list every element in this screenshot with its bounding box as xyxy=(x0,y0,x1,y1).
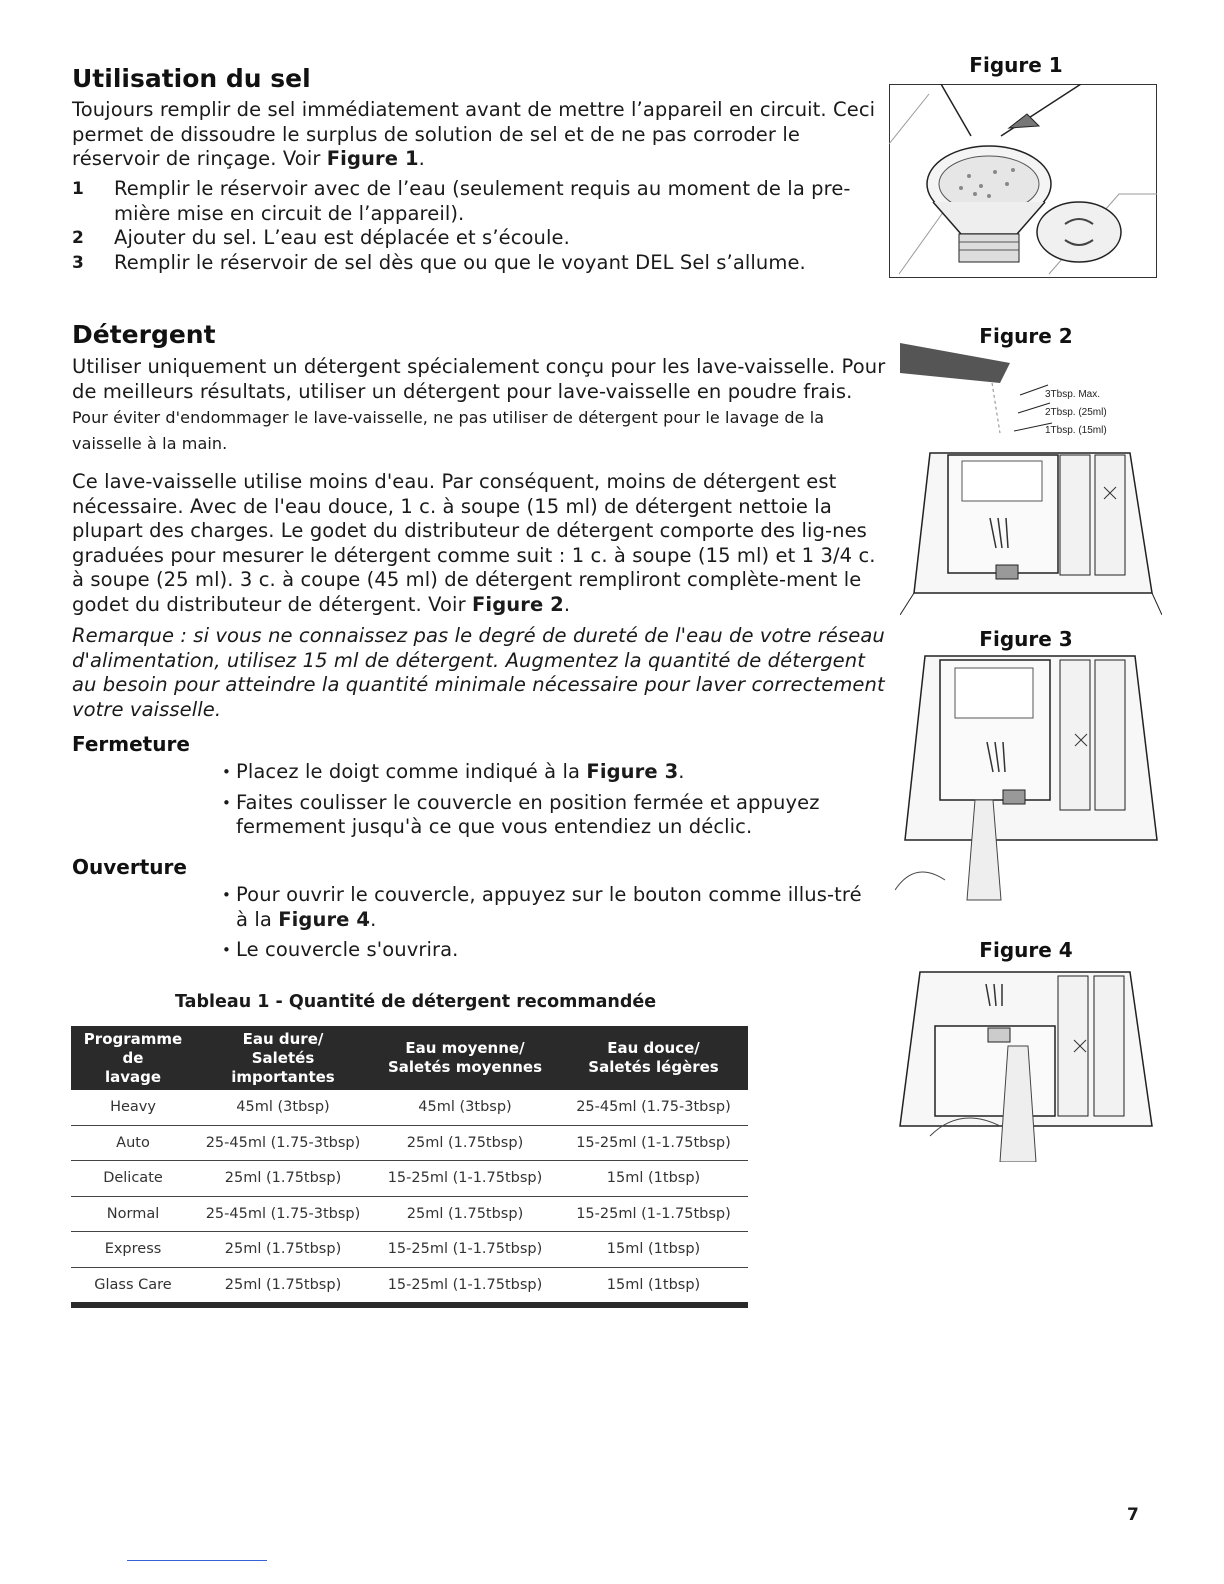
header-soft-water xyxy=(559,1026,748,1090)
table-cell: 15-25ml (1-1.75tbsp) xyxy=(559,1196,748,1232)
table-cell: 25ml (1.75tbsp) xyxy=(195,1267,371,1305)
opening-step-end: . xyxy=(370,907,377,931)
table-header-row xyxy=(71,1026,748,1090)
figure-2-label: Figure 2 xyxy=(979,324,1073,348)
table-cell: 15-25ml (1-1.75tbsp) xyxy=(371,1161,559,1197)
salt-title: Utilisation du sel xyxy=(72,64,311,93)
table-cell: 15ml (1tbsp) xyxy=(559,1161,748,1197)
closing-step-end: . xyxy=(678,760,685,783)
table-row xyxy=(71,1161,748,1197)
detergent-table xyxy=(71,1026,748,1308)
header-medium-water xyxy=(371,1026,559,1090)
table-cell: 15-25ml (1-1.75tbsp) xyxy=(559,1125,748,1161)
step-text: Ajouter du sel. L’eau est déplacée et s’écoule. xyxy=(114,226,570,249)
closing-subtitle: Fermeture xyxy=(72,732,190,756)
table-cell: 15-25ml (1-1.75tbsp) xyxy=(371,1267,559,1305)
salt-intro-end: . xyxy=(418,147,425,170)
figure-3-closing-lid-illustration xyxy=(895,650,1163,910)
table-cell: 25-45ml (1.75-3tbsp) xyxy=(195,1125,371,1161)
closing-step-text: Placez le doigt comme indiqué à la xyxy=(236,760,587,783)
table-cell: 45ml (3tbsp) xyxy=(371,1090,559,1125)
table-cell: Auto xyxy=(71,1125,195,1161)
detergent-title: Détergent xyxy=(72,320,216,349)
header-hard-water xyxy=(195,1026,371,1090)
header-line: Saletés moyennes xyxy=(387,1058,543,1076)
header-line: lavage xyxy=(104,1067,162,1086)
detergent-p1-text: Utiliser uniquement un détergent spécialement conçu pour les lave-vaisselle. Pour de meilleurs résultats, utiliser un détergent pour lave-vaisselle en poudre frais. xyxy=(72,355,886,403)
salt-steps-list xyxy=(72,177,882,275)
list-item xyxy=(222,883,862,932)
list-item xyxy=(72,226,882,251)
list-item xyxy=(222,938,862,963)
figure-4-opening-lid-illustration xyxy=(890,966,1162,1162)
figure-2-reference: Figure 2 xyxy=(471,592,564,616)
closing-step-text: Faites coulisser le couvercle en position fermée et appuyez fermement jusqu'à ce que vous entendiez un déclic. xyxy=(236,790,820,838)
table-caption: Tableau 1 - Quantité de détergent recommandée xyxy=(175,992,657,1012)
table-cell: 15-25ml (1-1.75tbsp) xyxy=(371,1232,559,1268)
detergent-p1-warning: Pour éviter d'endommager le lave-vaisselle, ne pas utiliser de détergent pour le lavage de la vaisselle à la main. xyxy=(72,408,825,453)
list-item xyxy=(222,791,862,840)
salt-intro-text: Toujours remplir de sel immédiatement avant de mettre l’appareil en circuit. Ceci permet de dissoudre le surplus de solution de sel et de ne pas corroder le réservoir de rinçage. Voir xyxy=(72,98,876,170)
table-cell: 45ml (3tbsp) xyxy=(195,1090,371,1125)
table-cell: 15ml (1tbsp) xyxy=(559,1267,748,1305)
step-number: 2 xyxy=(72,228,84,248)
figure-4-reference: Figure 4 xyxy=(278,907,371,931)
table-cell: Glass Care xyxy=(71,1267,195,1305)
header-line: Saletés légères xyxy=(588,1058,719,1076)
table-row xyxy=(71,1125,748,1161)
header-program xyxy=(71,1026,195,1090)
salt-intro xyxy=(72,98,882,172)
figure-1-salt-funnel-illustration xyxy=(889,84,1157,278)
figure-2-detergent-dispenser-illustration xyxy=(900,343,1162,615)
table-cell: Heavy xyxy=(71,1090,195,1125)
opening-subtitle: Ouverture xyxy=(72,855,187,879)
table-row xyxy=(71,1232,748,1268)
table-cell: Normal xyxy=(71,1196,195,1232)
table-row xyxy=(71,1090,748,1125)
table-cell: 25ml (1.75tbsp) xyxy=(371,1196,559,1232)
table-cell: 25ml (1.75tbsp) xyxy=(195,1161,371,1197)
fig2-mark-1tbsp: 1Tbsp. (15ml) xyxy=(1045,425,1107,436)
fig2-mark-3tbsp: 3Tbsp. Max. xyxy=(1045,389,1101,400)
header-line: Eau moyenne/ xyxy=(405,1039,525,1057)
table-cell: 25ml (1.75tbsp) xyxy=(371,1125,559,1161)
list-item xyxy=(72,177,882,226)
table-row xyxy=(71,1196,748,1232)
table-cell: Delicate xyxy=(71,1161,195,1197)
header-line: Eau dure/ xyxy=(242,1029,324,1048)
figure-3-label: Figure 3 xyxy=(979,627,1073,651)
table-cell: Express xyxy=(71,1232,195,1268)
table-row xyxy=(71,1267,748,1305)
detergent-p2-text: Ce lave-vaisselle utilise moins d'eau. Par conséquent, moins de détergent est nécessaire. Avec de l'eau douce, 1 c. à soupe (15 ml) de détergent nettoie la plupart des charges. Le godet du distributeur de détergent comporte des lig-nes graduées pour mesurer le détergent comme suit : 1 c. à soupe (15 ml) et 1 3/4 c. à soupe (25 ml). 3 c. à coupe (45 ml) de détergent rempliront complète-ment le godet du distributeur de détergent. Voir xyxy=(72,470,876,616)
header-line: Programme de xyxy=(83,1029,183,1067)
step-number: 1 xyxy=(72,179,84,199)
step-text: Remplir le réservoir avec de l’eau (seulement requis au moment de la pre-mière mise en circuit de l’appareil). xyxy=(114,177,851,225)
list-item xyxy=(222,760,862,785)
footer-divider xyxy=(127,1560,267,1561)
header-line: Eau douce/ xyxy=(607,1039,700,1057)
opening-step-text: Le couvercle s'ouvrira. xyxy=(236,938,459,961)
detergent-paragraph-2 xyxy=(72,470,887,617)
table-cell: 15ml (1tbsp) xyxy=(559,1232,748,1268)
closing-steps xyxy=(222,760,862,846)
header-line: Saletés importantes xyxy=(231,1048,335,1086)
list-item xyxy=(72,251,882,276)
figure-1-reference: Figure 1 xyxy=(326,147,419,170)
table-cell: 25-45ml (1.75-3tbsp) xyxy=(195,1196,371,1232)
figure-4-label: Figure 4 xyxy=(979,938,1073,962)
detergent-note: Remarque : si vous ne connaissez pas le degré de dureté de l'eau de votre réseau d'alimentation, utilisez 15 ml de détergent. Augmentez la quantité de détergent au besoin pour atteindre la quantité minimale nécessaire pour laver correctement votre vaisselle. xyxy=(72,624,885,721)
table-cell: 25-45ml (1.75-3tbsp) xyxy=(559,1090,748,1125)
step-text: Remplir le réservoir de sel dès que ou que le voyant DEL Sel s’allume. xyxy=(114,250,806,274)
page-number: 7 xyxy=(1127,1505,1139,1525)
detergent-paragraph-1 xyxy=(72,355,887,456)
fig2-mark-2tbsp: 2Tbsp. (25ml) xyxy=(1045,407,1107,418)
table-cell: 25ml (1.75tbsp) xyxy=(195,1232,371,1268)
detergent-p2-end: . xyxy=(563,592,571,616)
opening-step-text: Pour ouvrir le couvercle, appuyez sur le bouton comme illus-tré à la xyxy=(236,883,862,931)
step-number: 3 xyxy=(72,252,84,273)
figure-3-reference: Figure 3 xyxy=(586,760,679,783)
opening-steps xyxy=(222,883,862,969)
figure-1-label: Figure 1 xyxy=(969,53,1063,77)
